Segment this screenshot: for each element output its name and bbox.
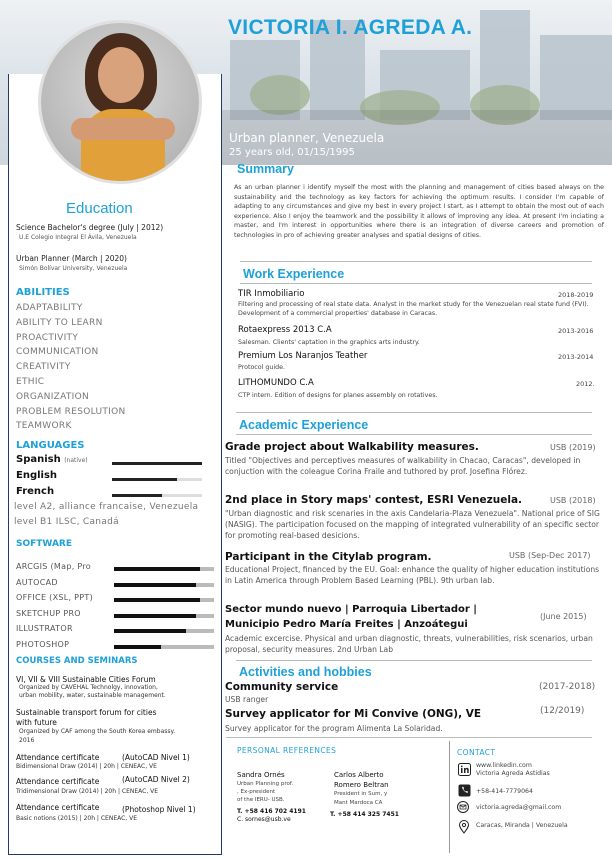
academic-item-title: 2nd place in Story maps' contest, ESRI Venezuela. [225,494,523,506]
reference-detail: Urban Planning prof. [237,781,294,787]
activity-date: (2017-2018) [539,682,596,692]
academic-item-date: USB (2019) [550,443,596,452]
academic-item-description: Titled "Objectives and perceptives measures of walkability in Chacao, Caracas", developed in conjuction with the coleague Corina Fraile and tuthored by prof. Josefina Flórez. [225,456,581,476]
software-level-bar [114,614,196,618]
job-date: 2012. [576,380,595,388]
software-name: ARCGIS (Map, Pro [16,562,91,571]
profile-photo [38,20,202,184]
ability-item: ETHIC [16,377,45,387]
course-detail: Bidimensional Draw (2014) | 20h | CENEAC, VE [16,763,157,770]
course-title: Attendance certificate [16,803,100,812]
ability-item: COMMUNICATION [16,347,99,358]
education-school: Simón Bolívar University, Venezuela [19,265,128,272]
software-name: PHOTOSHOP [16,639,70,649]
academic-item-description: "Urban diagnostic and risk scenaries in the axis Candelaria-Plaza Venezuela". National price of SIG (NASIG). The participation focused on the mapping of integrated vulnerability of an specific sector for promoting real-based desicions. [225,509,600,540]
ability-item: ORGANIZATION [16,391,90,402]
ability-item: CREATIVITY [16,362,71,373]
mail-icon [457,801,471,815]
activity-date: (12/2019) [540,706,585,716]
course-detail: Tridimensional Draw (2014) | 20h | CENEAC, VE [16,788,159,795]
software-level-bar [114,583,196,587]
job-company: TIR Inmobiliario [238,289,305,299]
course-title-2: with future [16,718,57,727]
language-spanish: Spanish (native) [16,454,88,465]
job-company: LITHOMUNDO C.A [238,378,314,388]
software-level-bar [114,567,200,571]
summary-title: Summary [237,162,294,176]
activity-title: Survey applicator for Mi Convive (ONG), VE [225,708,482,720]
reference-detail: Mant Mardoca CA [334,800,383,806]
languages-title: LANGUAGES [16,440,85,451]
job-description: CTP intern. Edition of designs for planes assembly on rotatives. [238,392,438,399]
job-company: Premium Los Naranjos Teather [238,351,368,361]
course-detail: Basic notions (2015) | 20h | CENEAC, VE [16,815,138,822]
language-level-bar [112,478,177,481]
activity-description: USB ranger [225,695,269,704]
academic-item-date: USB (2018) [550,496,596,505]
course-detail: 2016 [19,737,35,744]
course-title: Sustainable transport forum for cities [16,708,157,717]
location-icon [457,820,471,834]
job-date: 2013-2014 [558,353,594,361]
software-name: OFFICE (XSL, PPT) [16,593,94,602]
education-degree: Science Bachelor's degree (July | 2012) [16,223,164,232]
reference-detail: President in Sum, y [334,791,388,797]
software-title: SOFTWARE [16,539,72,549]
reference-email: C. sornes@usb.ve [237,816,291,823]
person-role: Urban planner, Venezuela [229,131,385,145]
reference-name: Carlos Alberto [334,771,384,779]
abilities-title: ABILITIES [16,287,70,298]
phone-icon [457,784,471,798]
software-level-bar [114,629,186,633]
work-title: Work Experience [243,267,345,281]
contact-title: CONTACT [457,748,496,757]
linkedin-name[interactable]: Victoria Agreda Astidias [476,770,550,777]
activity-description: Survey applicator for the program Alimenta La Solaridad. [225,724,443,733]
academic-item-description: Educational Project, financed by the EU. Goal: enhance the quality of higher education institutions in Latin America through Problem Based Learning (PBL). 9th urban lab. [225,565,600,585]
course-tag: (Photoshop Nivel 1) [122,805,196,814]
reference-name-2: Romero Beltran [334,781,389,789]
phone-number[interactable]: +58-414-7779064 [476,788,533,795]
location-text: Caracas, Miranda | Venezuela [476,822,568,829]
course-detail: urban mobility, water, sustainable management. [19,692,166,699]
academic-item-date: (June 2015) [540,612,587,621]
academic-item-description: Academic excercise. Physical and urban diagnostic, threats, vulnerabilities, risk scenarios, urban proposal, security measures. 2nd Urban Lab [225,634,593,654]
language-english: English [16,470,58,481]
language-level-bar [112,494,162,497]
activities-title: Activities and hobbies [239,665,372,679]
references-title: PERSONAL REFERENCES [237,746,337,755]
job-description: Filtering and processing of real state data. Analyst in the market study for the Venezuelan real state fund (FVI). Development of a commercial properties' database in Caracas. [238,301,589,317]
education-title: Education [66,200,133,217]
education-school: U.E Colegio Integral El Ávila, Venezuela [19,234,137,241]
ability-item: ABILITY TO LEARN [16,317,103,328]
reference-detail: of the IERU- USB. [237,797,285,803]
ability-item: PROBLEM RESOLUTION [16,406,126,417]
software-level-bar [114,598,200,602]
job-company: Rotaexpress 2013 C.A [238,325,332,335]
email-address[interactable]: victoria.agreda@gmail.com [476,804,562,811]
person-age: 25 years old, 01/15/1995 [229,147,355,158]
course-title: Attendance certificate [16,753,100,762]
software-level-bar [114,645,161,649]
course-tag: (AutoCAD Nivel 2) [122,775,190,784]
academic-item-title: Sector mundo nuevo | Parroquia Libertador | [225,604,477,615]
course-tag: (AutoCAD Nivel 1) [122,753,190,762]
job-description: Salesman. Clients' captation in the graphics arts industry. [238,339,420,346]
academic-item-date: USB (Sep-Dec 2017) [509,551,591,560]
software-name: ILLUSTRATOR [16,624,73,633]
ability-item: PROACTIVITY [16,332,79,343]
job-date: 2018-2019 [558,291,594,299]
ability-item: ADAPTABILITY [16,303,83,313]
activity-title: Community service [225,681,339,693]
reference-phone: T. +58 416 702 4191 [237,808,306,815]
course-title: Attendance certificate [16,777,100,786]
course-detail: Organized by CAF among the South Korea embassy. [19,728,176,735]
course-title: VI, VII & VIII Sustainable Cities Forum [16,675,156,684]
french-level-2: level B1 ILSC, Canadá [14,517,119,527]
job-date: 2013-2016 [558,327,594,335]
reference-detail: , Ex-president [237,789,276,795]
software-name: AUTOCAD [16,577,58,587]
courses-title: COURSES AND SEMINARS [16,656,138,666]
course-detail: Organized by CAVEHAL Technolgy, innovation, [19,684,158,691]
academic-item-title-2: Municipio Pedro María Freites | Anzoátegui [225,619,468,630]
summary-text: As an urban planner i identify myself the most with the planning and management of cities based always on the sustainability and the technology as key factors for achieving the optimum results. I consider I'm capable of adapting to any circumstances and give my best in every project I start, as I attempt to obtain the most out of each experience. Also I enjoy the teamwork and the possibility it allows of improving any idea. At present I'm inciating a master, and I'm interest in opportunities where there is an integration of diverse careers and promotion of technologies in pro of achieving greater analyses and spatial designs of cities. [234,184,604,239]
academic-item-title: Grade project about Walkability measures. [225,441,479,453]
academic-item-title: Participant in the Citylab program. [225,551,432,563]
ability-item: TEAMWORK [16,421,72,432]
job-description: Protocol guide. [238,364,285,371]
software-name: SKETCHUP PRO [16,608,81,618]
reference-name: Sandra Ornés [237,771,285,779]
linkedin-icon[interactable] [457,763,471,777]
divider [449,741,450,853]
linkedin-url[interactable]: www.linkedin.com [476,762,532,769]
person-name: VICTORIA I. AGREDA A. [228,16,473,39]
reference-phone: T. +58 414 325 7451 [330,811,399,818]
language-level-bar [112,462,202,465]
academic-title: Academic Experience [239,418,369,432]
french-level-1: level A2, alliance francaise, Venezuela [14,502,199,512]
language-french: French [16,486,55,497]
education-degree: Urban Planner (March | 2020) [16,254,127,263]
